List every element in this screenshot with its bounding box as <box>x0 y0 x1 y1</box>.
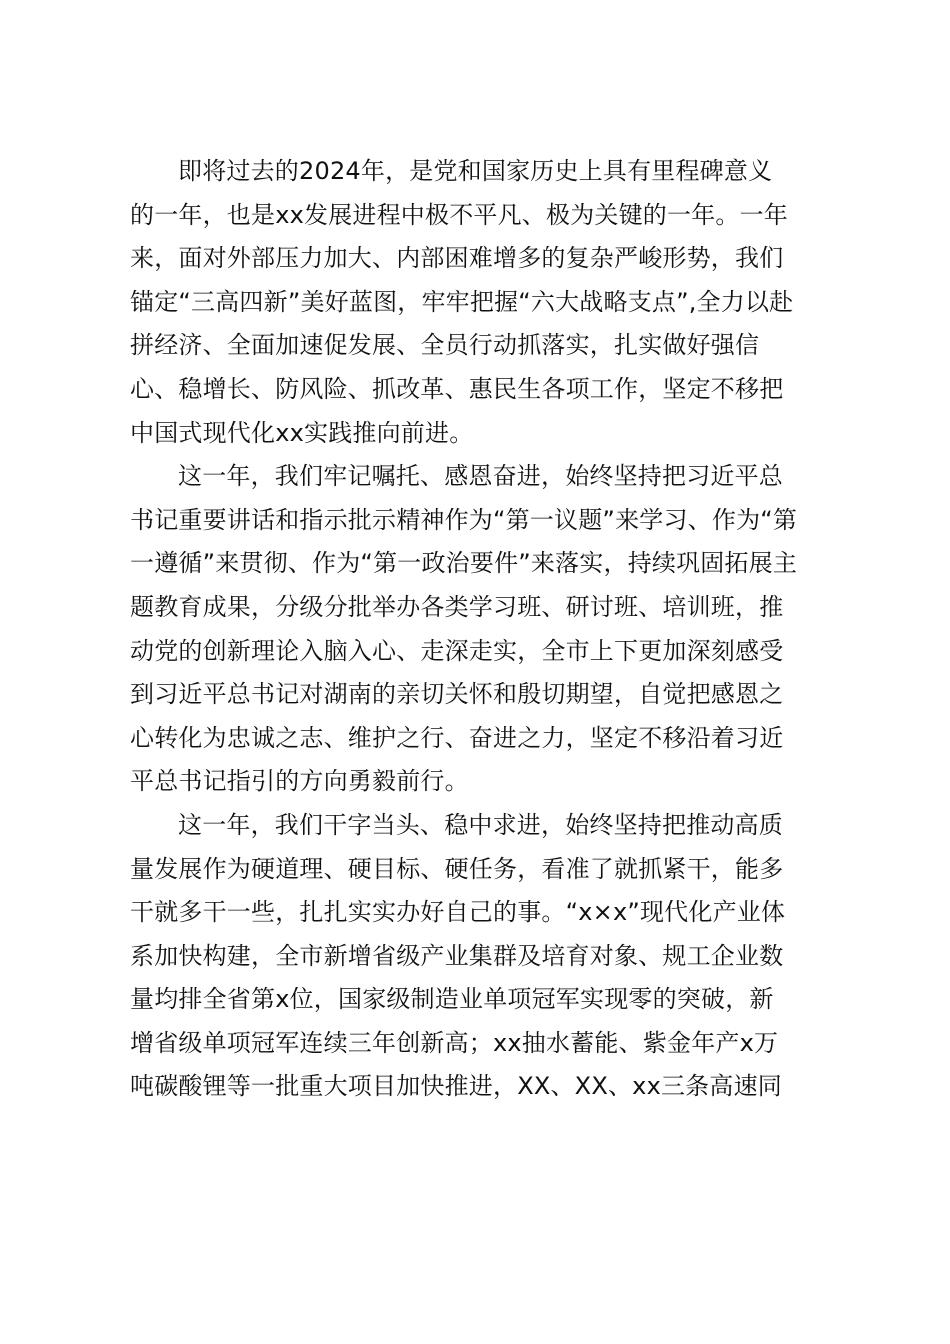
paragraph-line: 锚定“三高四新”美好蓝图，牢牢把握“六大战略支点”,全力以赴 <box>130 287 794 316</box>
paragraph-line: 增省级单项冠军连续三年创新高；xx抽水蓄能、紫金年产x万 <box>130 1028 779 1057</box>
document-body <box>130 150 830 1109</box>
paragraph-1 <box>130 150 830 455</box>
paragraph-line: 到习近平总书记对湖南的亲切关怀和殷切期望，自觉把感恩之 <box>130 680 784 709</box>
paragraph-line: 平总书记指引的方向勇毅前行。 <box>130 767 469 796</box>
paragraph-line: 吨碳酸锂等一批重大项目加快推进，XX、XX、xx三条高速同 <box>130 1072 782 1101</box>
paragraph-3 <box>130 804 830 1109</box>
paragraph-line: 拼经济、全面加速促发展、全员行动抓落实，扎实做好强信 <box>130 331 760 360</box>
paragraph-line: 中国式现代化xx实践推向前进。 <box>130 418 474 447</box>
paragraph-line: 一遵循”来贯彻、作为“第一政治要件”来落实，持续巩固拓展主 <box>130 549 798 578</box>
paragraph-line: 干就多干一些，扎扎实实办好自己的事。“x×x”现代化产业体 <box>130 898 786 927</box>
paragraph-line: 这一年，我们牢记嘱托、感恩奋进，始终坚持把习近平总 <box>178 462 783 491</box>
paragraph-line: 量均排全省第x位，国家级制造业单项冠军实现零的突破，新 <box>130 985 774 1014</box>
paragraph-line: 系加快构建，全市新增省级产业集群及培育对象、规工企业数 <box>130 941 784 970</box>
paragraph-line: 心、稳增长、防风险、抓改革、惠民生各项工作，坚定不移把 <box>130 374 784 403</box>
paragraph-line: 来，面对外部压力加大、内部困难增多的复杂严峻形势，我们 <box>130 244 784 273</box>
paragraph-line: 书记重要讲话和指示批示精神作为“第一议题”来学习、作为“第 <box>130 505 798 534</box>
paragraph-2 <box>130 455 830 804</box>
paragraph-line: 即将过去的2024年，是党和国家历史上具有里程碑意义 <box>178 157 773 185</box>
paragraph-line: 量发展作为硬道理、硬目标、硬任务，看准了就抓紧干，能多 <box>130 854 784 883</box>
paragraph-line: 动党的创新理论入脑入心、走深走实，全市上下更加深刻感受 <box>130 636 784 665</box>
paragraph-line: 心转化为忠诚之志、维护之行、奋进之力，坚定不移沿着习近 <box>130 723 784 752</box>
paragraph-line: 的一年，也是xx发展进程中极不平凡、极为关键的一年。一年 <box>130 200 789 229</box>
paragraph-line: 这一年，我们干字当头、稳中求进，始终坚持把推动高质 <box>178 810 783 839</box>
paragraph-line: 题教育成果，分级分批举办各类学习班、研讨班、培训班，推 <box>130 592 784 621</box>
